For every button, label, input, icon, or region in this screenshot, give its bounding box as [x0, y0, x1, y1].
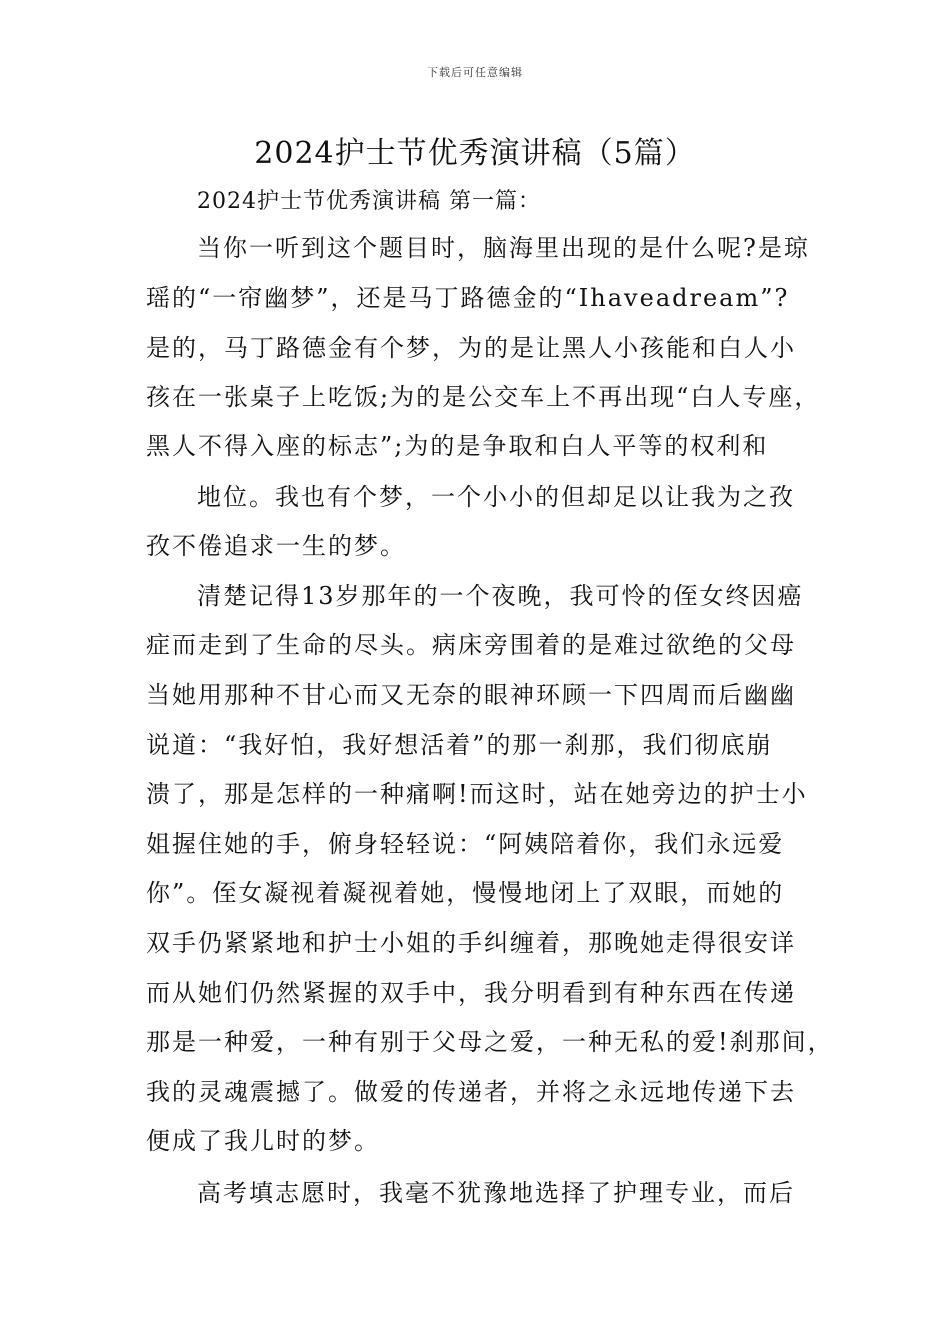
paragraph-line: 孩在一张桌子上吃饭;为的是公交车上不再出现“白人专座，: [146, 383, 821, 411]
paragraph-line: 高考填志愿时，我毫不犹豫地选择了护理专业，而后: [197, 1179, 795, 1207]
document-title: 2024护士节优秀演讲稿（5篇）: [254, 136, 696, 171]
paragraph-line: 当她用那种不甘心而又无奈的眼神环顾一下四周而后幽幽: [146, 681, 796, 709]
paragraph-line: 当你一听到这个题目时，脑海里出现的是什么呢?是琼: [197, 234, 810, 262]
paragraph-line: 孜不倦追求一生的梦。: [146, 532, 406, 560]
paragraph-line: 是的，马丁路德金有个梦，为的是让黑人小孩能和白人小: [146, 334, 796, 362]
paragraph-line: 那是一种爱，一种有别于父母之爱，一种无私的爱!刹那间，: [146, 1028, 834, 1056]
paragraph-line: 黑人不得入座的标志”;为的是争取和白人平等的权利和: [146, 432, 769, 460]
paragraph-line: 便成了我儿时的梦。: [146, 1127, 380, 1155]
paragraph-line: 清楚记得13岁那年的一个夜晚，我可怜的侄女终因癌: [197, 582, 804, 610]
paragraph-line: 说道：“我好怕，我好想活着”的那一刹那，我们彻底崩: [146, 731, 773, 759]
header-note: 下载后可任意编辑: [427, 66, 523, 79]
paragraph-line: 姐握住她的手，俯身轻轻说：“阿姨陪着你，我们永远爱: [146, 830, 785, 858]
section-heading: 2024护士节优秀演讲稿 第一篇：: [197, 189, 541, 214]
paragraph-line: 症而走到了生命的尽头。病床旁围着的是难过欲绝的父母: [146, 631, 796, 659]
paragraph-line: 瑶的“一帘幽梦”，还是马丁路德金的“Ihaveadream”?: [146, 284, 790, 312]
paragraph-line: 双手仍紧紧地和护士小姐的手纠缠着，那晚她走得很安详: [146, 929, 796, 957]
paragraph-line: 而从她们仍然紧握的双手中，我分明看到有种东西在传递: [146, 979, 796, 1007]
paragraph-line: 溃了，那是怎样的一种痛啊!而这时，站在她旁边的护士小: [146, 780, 808, 808]
paragraph-line: 你”。侄女凝视着凝视着她，慢慢地闭上了双眼，而她的: [146, 879, 785, 907]
paragraph-line: 我的灵魂震撼了。做爱的传递者，并将之永远地传递下去: [146, 1078, 796, 1106]
paragraph-line: 地位。我也有个梦，一个小小的但却足以让我为之孜: [197, 483, 795, 511]
